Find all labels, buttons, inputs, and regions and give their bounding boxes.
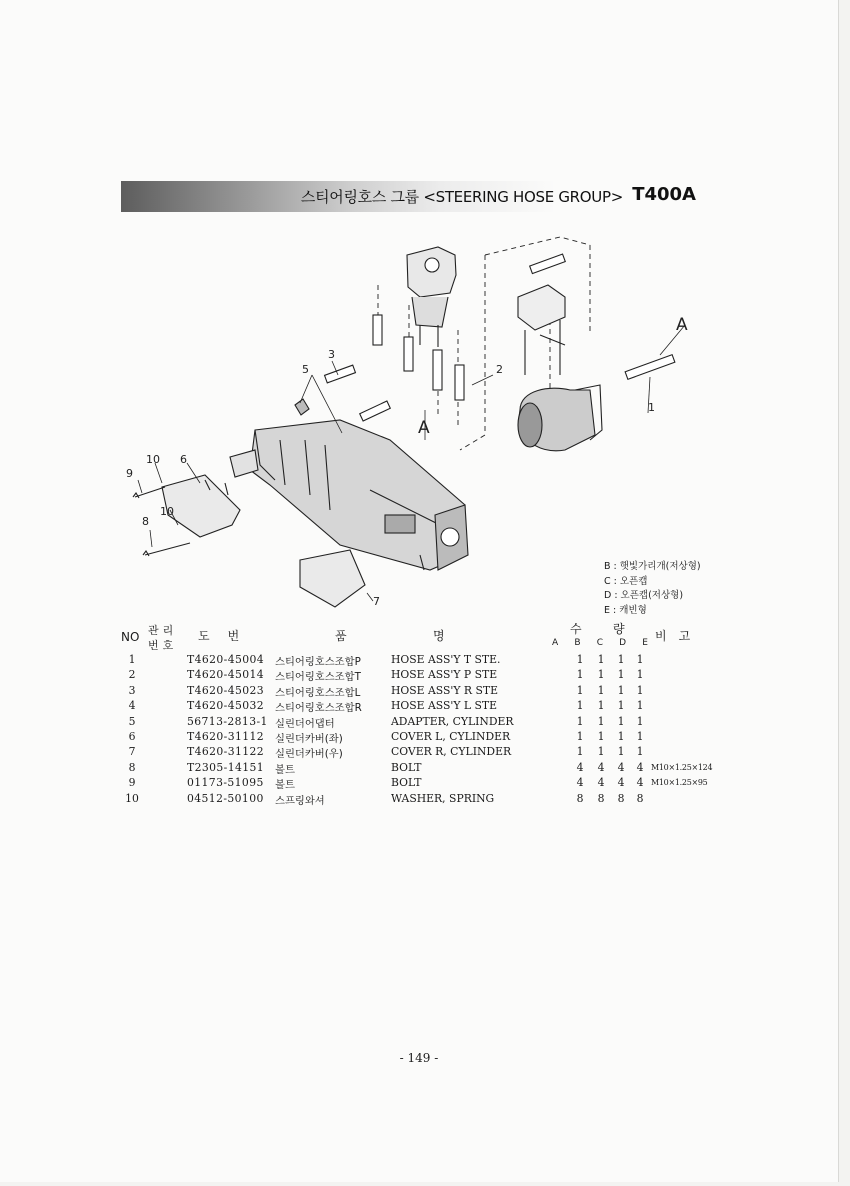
- row-qty-b: 1: [576, 683, 584, 697]
- row-korean-name: 볼트: [275, 779, 295, 792]
- row-qty-c: 8: [597, 791, 605, 805]
- callout-2: 2: [496, 363, 503, 376]
- row-part-number: 01173-51095: [187, 776, 264, 790]
- row-qty-b: 1: [576, 745, 584, 759]
- row-part-number: T4620-31122: [187, 745, 265, 759]
- header-col-b: B: [574, 638, 581, 648]
- callout-a-right: A: [676, 315, 688, 335]
- row-part-number: T4620-45014: [187, 668, 265, 682]
- row-korean-name: 스티어링호스조합P: [275, 656, 361, 668]
- row-part-number: 04512-50100: [187, 791, 264, 805]
- row-qty-d: 4: [617, 776, 625, 790]
- row-qty-c: 1: [597, 683, 605, 697]
- row-qty-c: 1: [597, 729, 605, 743]
- row-english-name: HOSE ASS'Y P STE: [391, 668, 498, 682]
- header-mgmt-bottom: 번호: [148, 639, 178, 652]
- row-qty-b: 1: [576, 714, 584, 728]
- header-qty-left: 수: [570, 622, 582, 636]
- row-qty-b: 1: [576, 668, 584, 682]
- row-qty-b: 4: [576, 776, 584, 790]
- row-qty-c: 1: [597, 714, 605, 728]
- header-col-d: D: [619, 638, 627, 648]
- header-name-left: 품: [335, 629, 347, 643]
- header-mgmt-top: 관리: [148, 624, 178, 637]
- row-qty-c: 1: [597, 653, 605, 666]
- row-english-name: HOSE ASS'Y R STE: [391, 683, 498, 697]
- row-qty-d: 8: [617, 791, 625, 805]
- row-qty-d: 1: [617, 668, 625, 682]
- header-col-e: E: [642, 638, 648, 648]
- row-english-name: COVER R, CYLINDER: [391, 745, 512, 759]
- row-qty-e: 1: [636, 683, 644, 697]
- callout-3: 3: [328, 348, 335, 361]
- header-qty-right: 량: [613, 622, 625, 636]
- row-qty-d: 1: [617, 683, 625, 697]
- row-part-number: T4620-45004: [187, 653, 265, 666]
- row-qty-c: 1: [597, 745, 605, 759]
- callout-5: 5: [302, 363, 309, 376]
- row-qty-d: 1: [617, 729, 625, 743]
- row-qty-e: 1: [636, 699, 644, 713]
- row-qty-c: 4: [597, 760, 605, 774]
- row-qty-c: 4: [597, 776, 605, 790]
- row-no: 6: [128, 729, 136, 743]
- row-korean-name: 스티어링호스조합T: [275, 671, 361, 684]
- page-number: - 149 -: [399, 1051, 439, 1065]
- callout-6: 6: [180, 453, 187, 466]
- header-qty-columns: [552, 638, 648, 648]
- row-qty-b: 4: [576, 760, 584, 774]
- row-qty-b: 1: [576, 729, 584, 743]
- row-korean-name: 실린더카버(우): [275, 748, 343, 761]
- row-no: 9: [128, 776, 136, 790]
- steering-valve-drawing: [407, 247, 456, 347]
- legend-item-c: C : 오픈캡: [604, 575, 648, 587]
- model-name: T400A: [632, 184, 696, 205]
- row-part-number: T4620-45032: [187, 699, 265, 713]
- callout-9: 9: [126, 467, 133, 480]
- row-qty-e: 1: [636, 653, 644, 666]
- row-english-name: WASHER, SPRING: [391, 791, 495, 805]
- row-qty-e: 1: [636, 729, 644, 743]
- row-qty-b: 1: [576, 699, 584, 713]
- callout-1: 1: [648, 401, 655, 414]
- row-qty-e: 8: [636, 791, 644, 805]
- row-korean-name: 볼트: [275, 763, 295, 776]
- header-remark: 비고: [655, 629, 703, 643]
- legend-item-d: D : 오픈캡(저상형): [604, 590, 684, 601]
- row-korean-name: 스프링와셔: [275, 794, 325, 807]
- row-no: 10: [125, 791, 139, 805]
- row-english-name: ADAPTER, CYLINDER: [391, 714, 514, 728]
- row-no: 8: [128, 760, 136, 774]
- row-english-name: HOSE ASS'Y T STE.: [391, 653, 501, 666]
- callout-10-top: 10: [146, 453, 160, 466]
- row-qty-d: 1: [617, 745, 625, 759]
- row-no: 3: [128, 683, 136, 697]
- row-korean-name: 실린더어댑터: [275, 717, 335, 730]
- row-qty-d: 1: [617, 699, 625, 713]
- row-part-number: T2305-14151: [187, 760, 265, 774]
- row-no: 2: [128, 668, 136, 682]
- row-qty-d: 1: [617, 714, 625, 728]
- row-qty-d: 4: [617, 760, 625, 774]
- row-no: 1: [128, 653, 136, 666]
- row-part-number: T4620-45023: [187, 683, 265, 697]
- row-qty-c: 1: [597, 668, 605, 682]
- row-qty-e: 4: [636, 776, 644, 790]
- header-no: NO: [121, 630, 140, 644]
- row-english-name: COVER L, CYLINDER: [391, 729, 511, 743]
- row-qty-e: 4: [636, 760, 644, 774]
- row-part-number: T4620-31112: [187, 729, 265, 743]
- callout-a-center: A: [418, 418, 430, 438]
- row-english-name: HOSE ASS'Y L STE: [391, 699, 497, 713]
- row-english-name: BOLT: [391, 760, 422, 774]
- callout-7: 7: [373, 595, 380, 608]
- row-korean-name: 스티어링호스조합R: [275, 702, 362, 715]
- row-qty-e: 1: [636, 714, 644, 728]
- section-title: 스티어링호스 그룹 <STEERING HOSE GROUP>: [300, 188, 623, 206]
- legend-item-b: B : 햇빛가리개(저상형): [604, 561, 701, 572]
- row-qty-b: 8: [576, 791, 584, 805]
- row-qty-d: 1: [617, 653, 625, 666]
- header-col-a: A: [552, 638, 559, 648]
- row-remark: M10×1.25×124: [651, 762, 713, 772]
- row-qty-b: 1: [576, 653, 584, 666]
- header-col-c: C: [596, 638, 603, 648]
- row-qty-e: 1: [636, 668, 644, 682]
- section-header-banner: [121, 181, 701, 212]
- row-korean-name: 실린더카버(좌): [275, 732, 343, 745]
- callout-10-bottom: 10: [160, 505, 174, 518]
- row-qty-e: 1: [636, 745, 644, 759]
- header-name-right: 명: [433, 629, 445, 643]
- callout-8: 8: [142, 515, 149, 528]
- row-qty-c: 1: [597, 699, 605, 713]
- row-korean-name: 스티어링호스조합L: [275, 686, 361, 699]
- variant-legend: [604, 560, 701, 618]
- row-no: 7: [128, 745, 136, 759]
- row-part-number: 56713-2813-1: [187, 714, 268, 728]
- row-english-name: BOLT: [391, 776, 422, 790]
- row-remark: M10×1.25×95: [651, 778, 708, 788]
- row-no: 5: [128, 714, 136, 728]
- header-drawing-no: 도번: [198, 629, 258, 643]
- row-no: 4: [128, 699, 136, 713]
- legend-item-e: E : 캐빈형: [604, 604, 647, 616]
